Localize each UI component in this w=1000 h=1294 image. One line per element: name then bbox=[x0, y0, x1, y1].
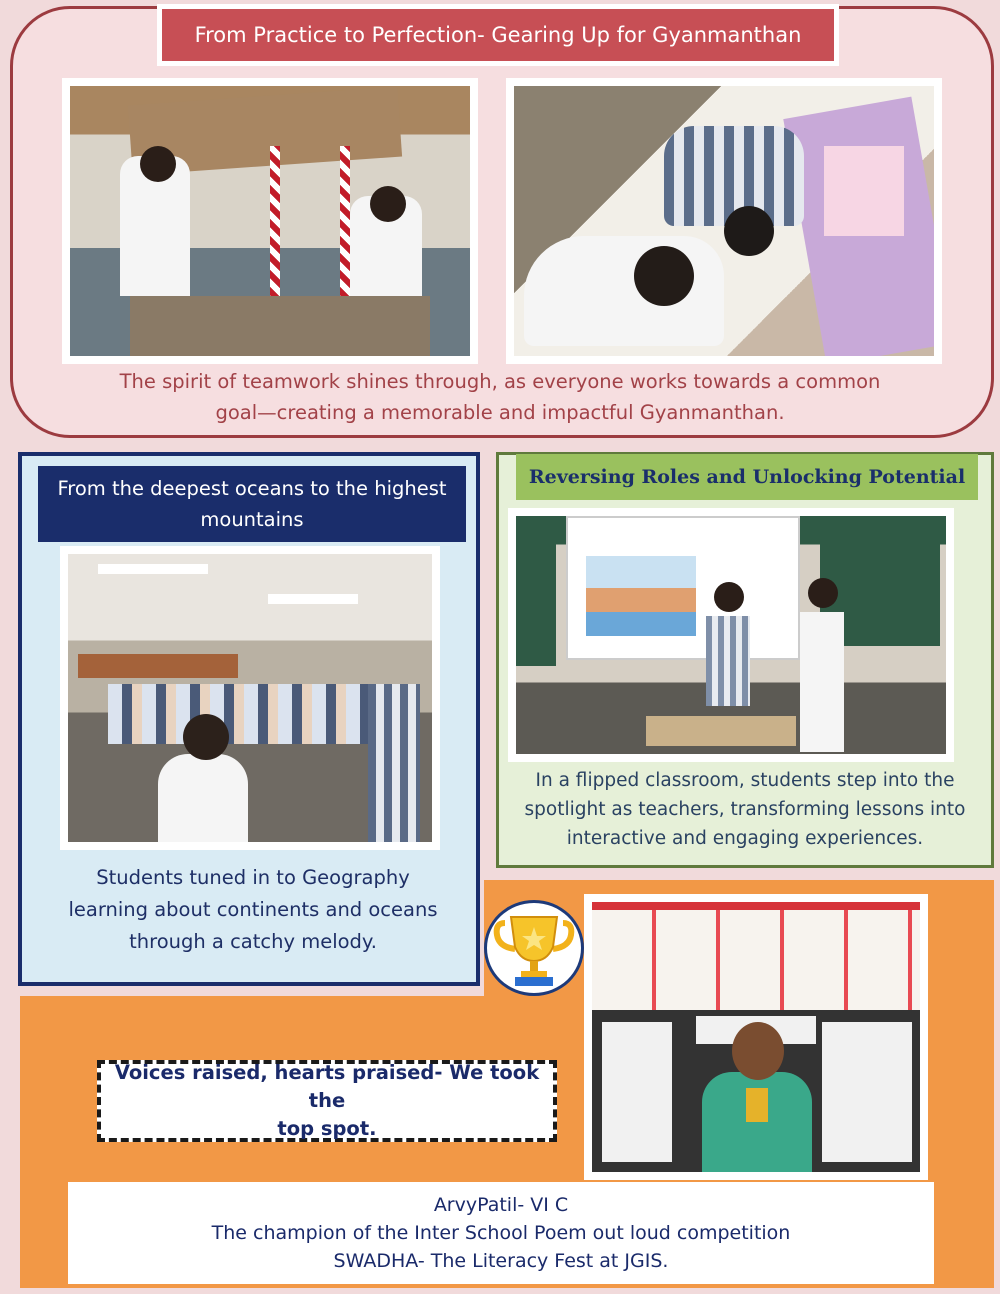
winner-name: ArvyPatil- VI C bbox=[433, 1194, 569, 1216]
flipped-classroom-title: Reversing Roles and Unlocking Potential bbox=[516, 454, 978, 500]
slogan-line1: Voices raised, hearts praised- We took the bbox=[114, 1061, 540, 1112]
geography-caption-line1: Students tuned in to Geography bbox=[96, 866, 410, 889]
geography-title-line2: mountains bbox=[200, 508, 304, 531]
teamwork-photo-1 bbox=[62, 78, 478, 364]
teamwork-photo-2 bbox=[506, 78, 942, 364]
trophy-icon bbox=[484, 900, 584, 996]
flipped-caption-line1: In a flipped classroom, students step into the bbox=[535, 770, 955, 791]
top-section-title bbox=[157, 4, 839, 66]
winner-caption bbox=[68, 1182, 934, 1284]
geography-title bbox=[38, 466, 466, 542]
slogan-line2: top spot. bbox=[277, 1117, 377, 1140]
geography-caption-line3: through a catchy melody. bbox=[129, 930, 377, 953]
winner-photo bbox=[584, 894, 928, 1180]
geography-caption-line2: learning about continents and oceans bbox=[68, 898, 438, 921]
flipped-caption-line2: spotlight as teachers, transforming lessons into bbox=[524, 799, 966, 820]
top-caption-line1: The spirit of teamwork shines through, as everyone works towards a common bbox=[119, 370, 881, 393]
geography-photo bbox=[60, 546, 440, 850]
flipped-caption-line3: interactive and engaging experiences. bbox=[566, 828, 924, 849]
top-section-title-text: From Practice to Perfection- Gearing Up for Gyanmanthan bbox=[162, 9, 834, 61]
achievement-slogan bbox=[97, 1060, 557, 1142]
flipped-classroom-caption bbox=[500, 766, 990, 853]
geography-title-line1: From the deepest oceans to the highest bbox=[57, 477, 447, 500]
geography-caption bbox=[40, 862, 466, 958]
winner-competition: The champion of the Inter School Poem out loud competition bbox=[211, 1222, 791, 1244]
winner-event: SWADHA- The Literacy Fest at JGIS. bbox=[333, 1250, 669, 1272]
flipped-classroom-photo bbox=[508, 508, 954, 762]
top-section-caption bbox=[60, 366, 940, 428]
top-caption-line2: goal—creating a memorable and impactful Gyanmanthan. bbox=[215, 401, 785, 424]
